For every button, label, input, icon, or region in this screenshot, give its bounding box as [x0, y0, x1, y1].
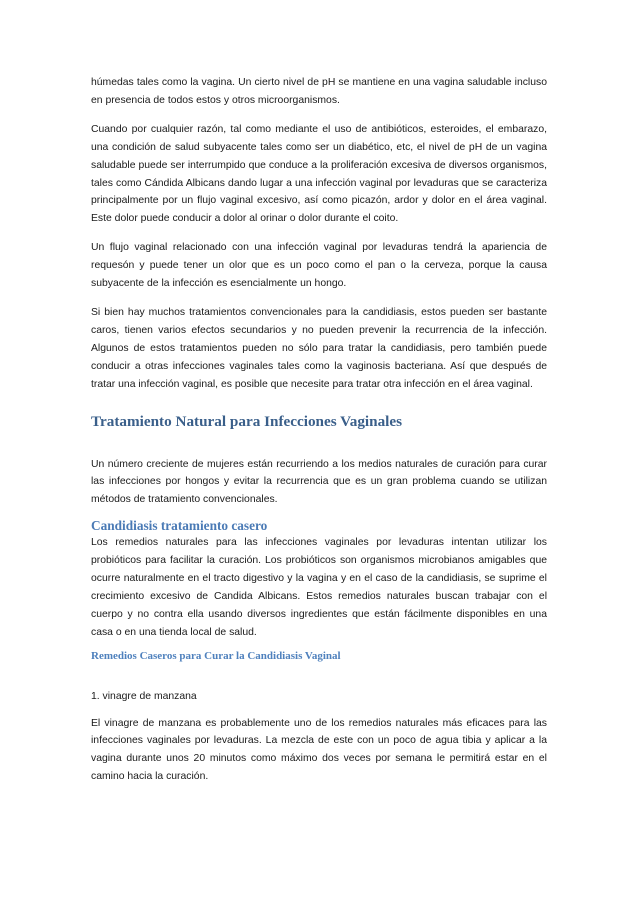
paragraph-apple-vinegar: El vinagre de manzana es probablemente uno de los remedios naturales más eficaces para las infecciones vaginales por levaduras. La mezcla de este con un poco de agua tibia y aplicar a la vagina durante unos 20 minutos como máximo dos veces por semana le permitirá estar en el camino hacia la curación.	[91, 717, 547, 783]
paragraph-home-treatment: Los remedios naturales para las infecciones vaginales por levaduras intentan utilizar los probióticos para facilitar la curación. Los probióticos son organismos microbianos amigables que ocurre naturalmente en el tracto digestivo y la vagina y en el caso de la candidiasis, se suprime el crecimiento excesivo de Candida Albicans. Estos remedios naturales buscan trabajar con el cuerpo y no contra ella usando diversos ingredientes que están fácilmente disponibles en una casa o en una tienda local de salud.	[91, 537, 547, 638]
heading-home-remedies: Remedios Caseros para Curar la Candidiasis Vaginal	[91, 649, 341, 662]
list-item-apple-vinegar: 1. vinagre de manzana	[91, 690, 197, 702]
document-body	[91, 74, 547, 786]
paragraph-natural-treatment: Un número creciente de mujeres están recurriendo a los medios naturales de curación para curar las infecciones por hongos y evitar la recurrencia que es un gran problema cuando se utilizan métodos de tratamiento convencionales.	[91, 458, 547, 506]
heading-home-treatment: Candidiasis tratamiento casero	[91, 518, 268, 534]
paragraph-discharge: Un flujo vaginal relacionado con una infección vaginal por levaduras tendrá la apariencia de requesón y puede tener un olor que es un poco como el pan o la cerveza, porque la causa subyacente de la infección es esencialmente un hongo.	[91, 242, 547, 290]
paragraph-conventional-treatments: Si bien hay muchos tratamientos convencionales para la candidiasis, estos pueden ser bastante caros, tienen varios efectos secundarios y no pueden prevenir la recurrencia de la infección. Algunos de estos tratamientos pueden no sólo para tratar la candidiasis, pero también puede conducir a otras infecciones vaginales tales como la vaginosis bacteriana. Así que después de tratar una infección vaginal, es posible que necesite para tratar otra infección en el área vaginal.	[91, 306, 547, 390]
heading-natural-treatment: Tratamiento Natural para Infecciones Vaginales	[91, 412, 403, 430]
paragraph-causes: Cuando por cualquier razón, tal como mediante el uso de antibióticos, esteroides, el embarazo, una condición de salud subyacente tales como ser un diabético, etc, el nivel de pH de un vagina saludable puede ser interrumpido que conduce a la proliferación excesiva de diversos organismos, tales como Cándida Albicans dando lugar a una infección vaginal por levaduras que se caracteriza principalmente por un flujo vaginal excesivo, así como picazón, ardor y dolor en el área vaginal. Este dolor puede conducir a dolor al orinar o dolor durante el coito.	[91, 123, 547, 225]
paragraph-ph-balance: húmedas tales como la vagina. Un cierto nivel de pH se mantiene en una vagina saludable incluso en presencia de todos estos y otros microorganismos.	[91, 77, 547, 106]
